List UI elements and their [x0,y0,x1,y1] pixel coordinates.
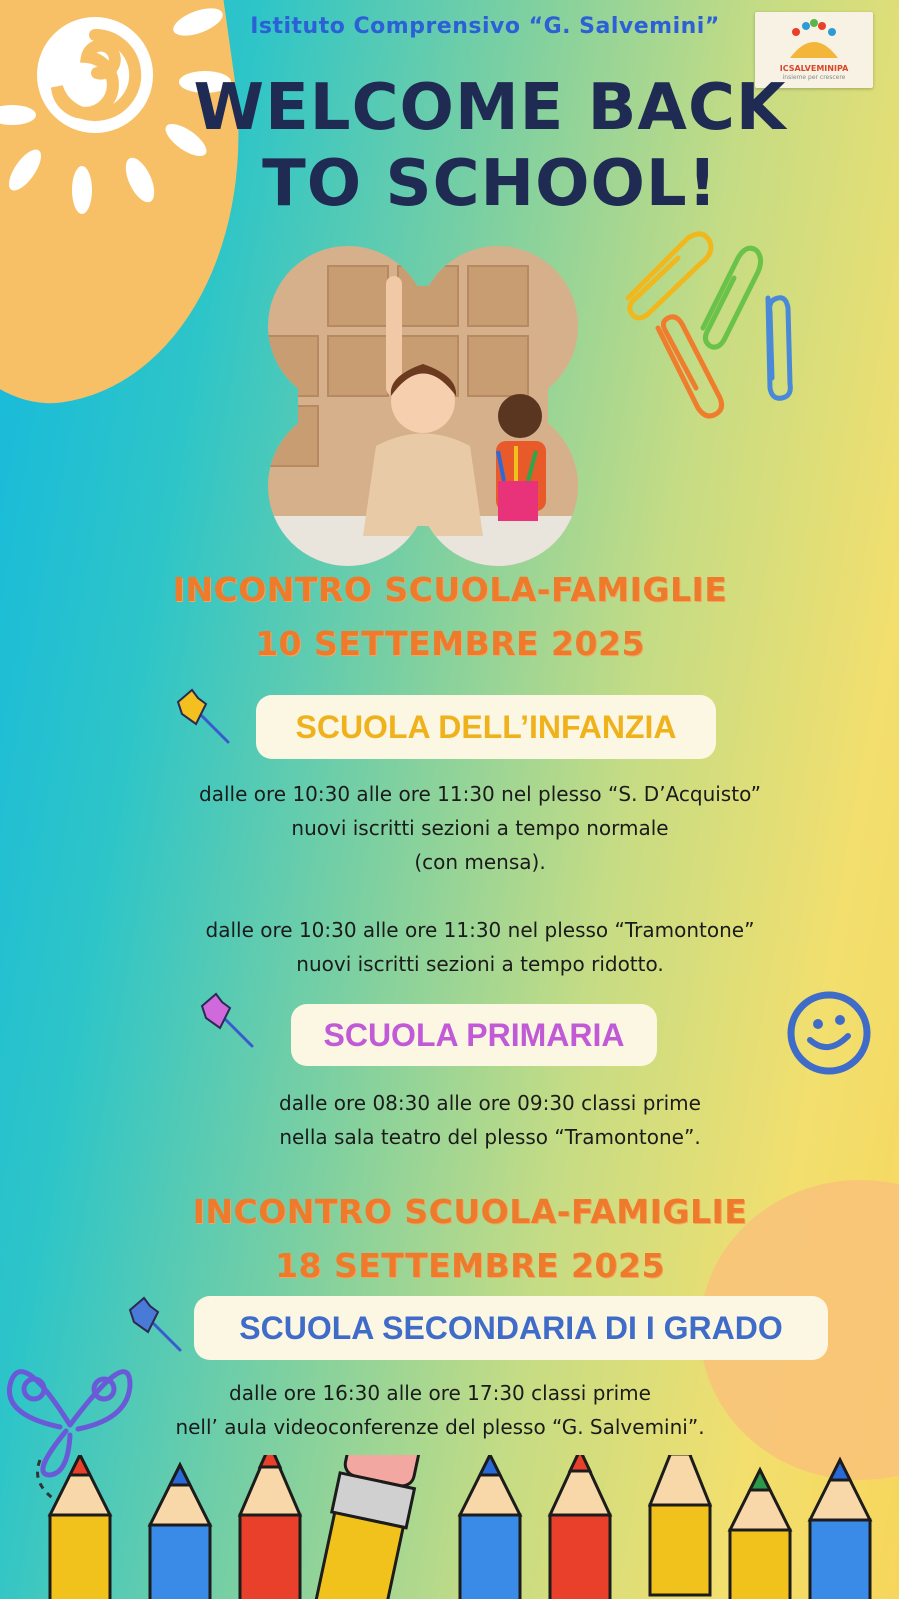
secondaria-label: SCUOLA SECONDARIA DI I GRADO [194,1296,828,1360]
infanzia-line-4: dalle ore 10:30 alle ore 11:30 nel plesso “Tramontone” [205,918,755,942]
secondaria-line-2: nell’ aula videoconferenze del plesso “G. Salvemini”. [175,1415,705,1439]
logo-text: ICSALVEMINIPA [779,64,849,73]
classroom-photo [258,246,588,566]
title-line-1: WELCOME BACK [193,71,787,145]
infanzia-label: SCUOLA DELL’INFANZIA [256,695,716,759]
infanzia-text [140,777,820,981]
page-title [180,70,800,222]
logo-subtitle: insieme per crescere [782,74,846,81]
primaria-line-1: dalle ore 08:30 alle ore 09:30 classi prime [279,1091,701,1115]
primaria-line-2: nella sala teatro del plesso “Tramontone”. [279,1125,701,1149]
smiley-icon [784,988,874,1078]
title-line-2: TO SCHOOL! [262,147,718,221]
meeting-2-date: 18 SETTEMBRE 2025 [275,1246,665,1285]
infanzia-line-3: (con mensa). [414,850,546,874]
meeting-1-heading: INCONTRO SCUOLA-FAMIGLIE [172,570,728,609]
logo-people-icon [784,18,844,62]
paperclip-icon [618,228,818,428]
pushpin-icon [172,688,232,748]
pencil-icon [0,1455,899,1599]
meeting-2-heading: INCONTRO SCUOLA-FAMIGLIE [192,1192,748,1231]
pushpin-icon [196,992,256,1052]
secondaria-line-1: dalle ore 16:30 alle ore 17:30 classi prime [229,1381,651,1405]
infanzia-line-5: nuovi iscritti sezioni a tempo ridotto. [296,952,664,976]
school-name: Istituto Comprensivo “G. Salvemini” [250,14,720,39]
primaria-label: SCUOLA PRIMARIA [291,1004,657,1066]
meeting-1-date: 10 SETTEMBRE 2025 [255,624,645,663]
primaria-text [180,1086,800,1154]
infanzia-line-1: dalle ore 10:30 alle ore 11:30 nel plesso “S. D’Acquisto” [199,782,761,806]
secondaria-text [110,1376,770,1444]
infanzia-line-2: nuovi iscritti sezioni a tempo normale [291,816,669,840]
